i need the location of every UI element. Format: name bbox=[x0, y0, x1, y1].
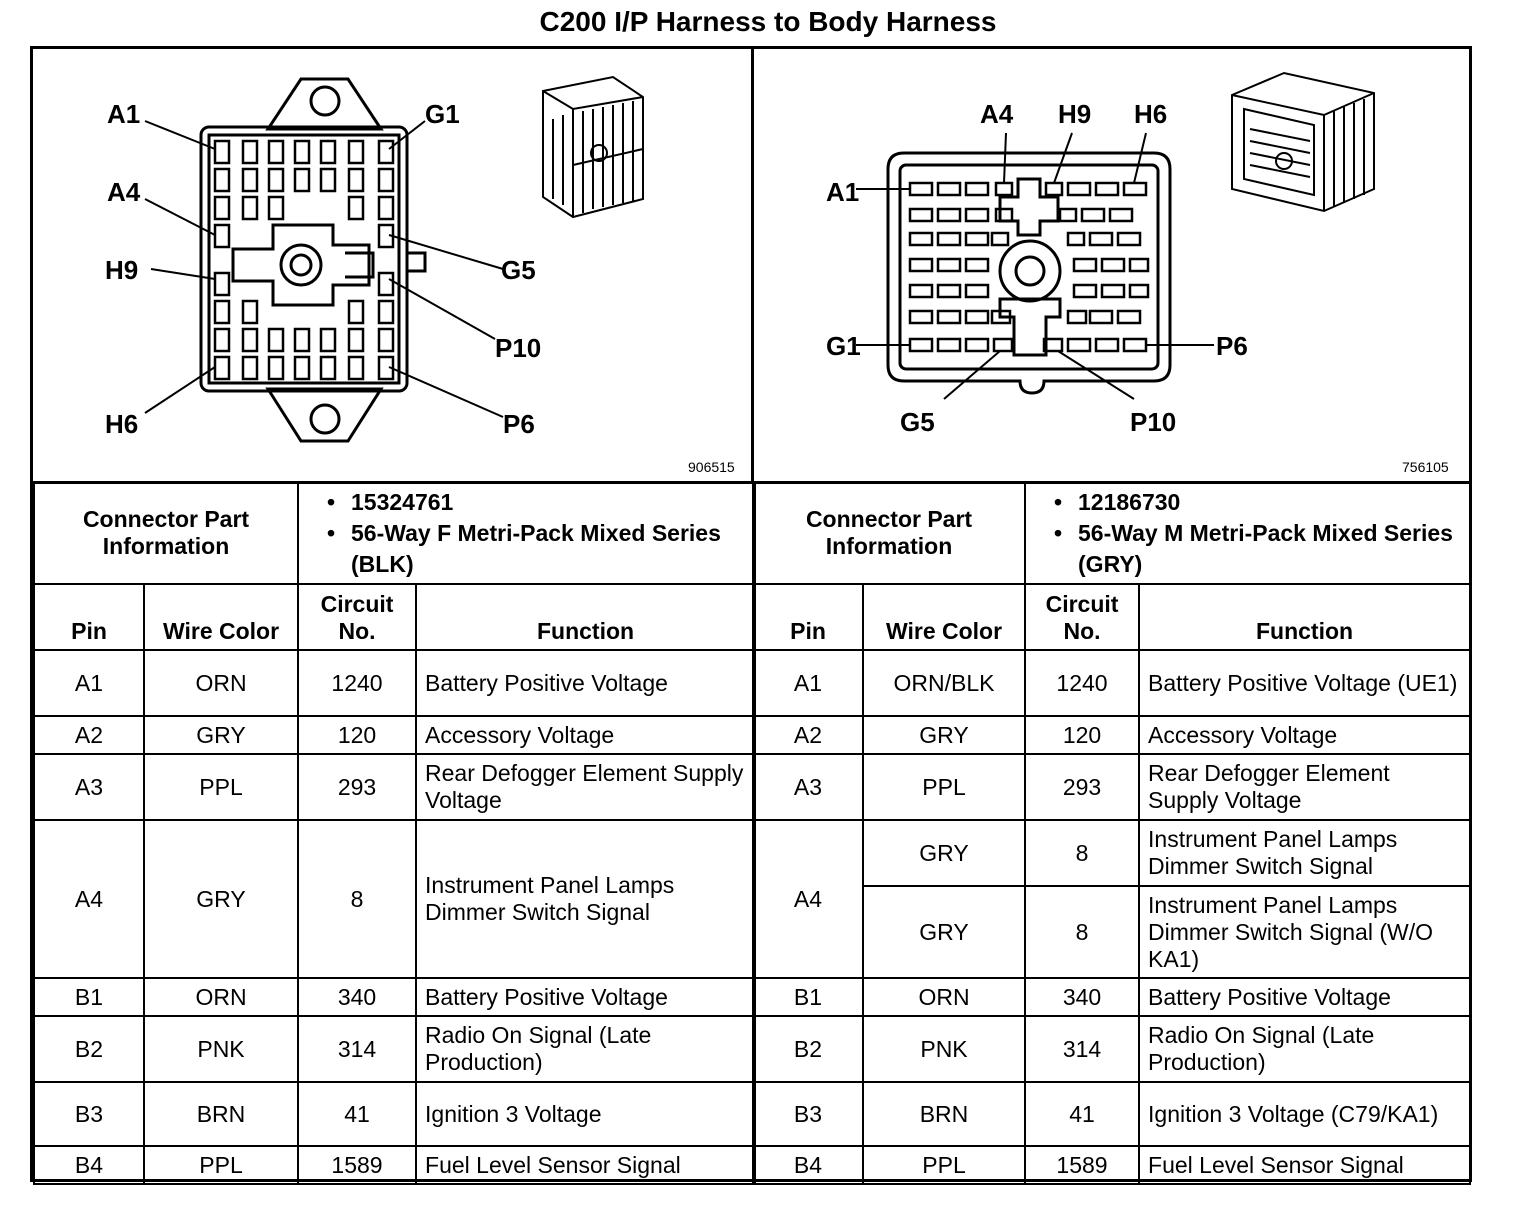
pin-label-a4: A4 bbox=[107, 177, 141, 207]
pin-cell: B2 bbox=[753, 1016, 863, 1082]
circuit-cell: 120 bbox=[298, 716, 416, 754]
pin-cell: A3 bbox=[753, 754, 863, 820]
table-header-row bbox=[34, 584, 755, 650]
circuit-cell: 293 bbox=[298, 754, 416, 820]
pin-cell: A2 bbox=[753, 716, 863, 754]
connector-frame bbox=[30, 46, 1472, 1182]
header-circuit: Circuit No. bbox=[298, 584, 416, 650]
pin-label-p6: P6 bbox=[503, 409, 535, 439]
function-cell: Battery Positive Voltage (UE1) bbox=[1139, 650, 1470, 716]
table-row bbox=[34, 1146, 755, 1184]
table-row bbox=[34, 650, 755, 716]
wire-color-cell: PPL bbox=[863, 754, 1025, 820]
pin-cell: A4 bbox=[753, 820, 863, 978]
table-row bbox=[753, 754, 1470, 820]
pin-cell: A3 bbox=[34, 754, 144, 820]
connector-type: • 56-Way M Metri-Pack Mixed Series (GRY) bbox=[1056, 518, 1461, 580]
pin-label-p6: P6 bbox=[1216, 331, 1248, 361]
pin-cell: A1 bbox=[34, 650, 144, 716]
function-cell: Accessory Voltage bbox=[1139, 716, 1470, 754]
wire-color-cell: PNK bbox=[144, 1016, 298, 1082]
function-cell: Instrument Panel Lamps Dimmer Switch Signal bbox=[1139, 820, 1470, 886]
header-pin: Pin bbox=[34, 584, 144, 650]
table-row bbox=[34, 1016, 755, 1082]
table-row bbox=[34, 754, 755, 820]
pin-label-p10: P10 bbox=[495, 333, 542, 363]
circuit-cell: 1589 bbox=[298, 1146, 416, 1184]
circuit-cell: 340 bbox=[1025, 978, 1139, 1016]
circuit-cell: 293 bbox=[1025, 754, 1139, 820]
function-cell: Battery Positive Voltage bbox=[1139, 978, 1470, 1016]
pin-label-a4: A4 bbox=[980, 99, 1014, 129]
header-pin: Pin bbox=[753, 584, 863, 650]
circuit-cell: 1240 bbox=[298, 650, 416, 716]
table-header-row bbox=[753, 584, 1470, 650]
table-row bbox=[753, 1082, 1470, 1146]
connector-info-label: Connector Part Information bbox=[34, 482, 298, 584]
wire-color-cell: ORN bbox=[144, 650, 298, 716]
wire-color-cell: ORN bbox=[863, 978, 1025, 1016]
circuit-cell: 340 bbox=[298, 978, 416, 1016]
pin-cell: A2 bbox=[34, 716, 144, 754]
pin-label-p10: P10 bbox=[1130, 407, 1177, 437]
wire-color-cell: GRY bbox=[144, 820, 298, 978]
left-figure-number: 906515 bbox=[688, 459, 735, 475]
right-pinout-table bbox=[752, 481, 1471, 1185]
function-cell: Battery Positive Voltage bbox=[416, 650, 755, 716]
function-cell: Fuel Level Sensor Signal bbox=[1139, 1146, 1470, 1184]
page-title: C200 I/P Harness to Body Harness bbox=[539, 6, 997, 37]
table-row bbox=[753, 716, 1470, 754]
wire-color-cell: PPL bbox=[863, 1146, 1025, 1184]
function-cell: Radio On Signal (Late Production) bbox=[416, 1016, 755, 1082]
part-number: • 12186730 bbox=[1056, 487, 1461, 518]
table-row bbox=[34, 820, 755, 978]
circuit-cell: 314 bbox=[1025, 1016, 1139, 1082]
table-row bbox=[753, 820, 1470, 886]
circuit-cell: 8 bbox=[1025, 886, 1139, 978]
wire-color-cell: GRY bbox=[863, 886, 1025, 978]
pin-label-h9: H9 bbox=[105, 255, 139, 285]
header-wire-color: Wire Color bbox=[863, 584, 1025, 650]
circuit-cell: 41 bbox=[298, 1082, 416, 1146]
wire-color-cell: BRN bbox=[144, 1082, 298, 1146]
function-cell: Accessory Voltage bbox=[416, 716, 755, 754]
circuit-cell: 8 bbox=[1025, 820, 1139, 886]
function-cell: Radio On Signal (Late Production) bbox=[1139, 1016, 1470, 1082]
pin-label-h9: H9 bbox=[1058, 99, 1092, 129]
header-wire-color: Wire Color bbox=[144, 584, 298, 650]
pin-label-a1: A1 bbox=[826, 177, 860, 207]
function-cell: Rear Defogger Element Supply Voltage bbox=[416, 754, 755, 820]
wire-color-cell: GRY bbox=[144, 716, 298, 754]
connector-info-row bbox=[34, 482, 755, 584]
right-figure-number: 756105 bbox=[1402, 459, 1449, 475]
male-connector-drawing bbox=[754, 49, 1469, 481]
wire-color-cell: PPL bbox=[144, 1146, 298, 1184]
wire-color-cell: BRN bbox=[863, 1082, 1025, 1146]
header-circuit: Circuit No. bbox=[1025, 584, 1139, 650]
wire-color-cell: GRY bbox=[863, 716, 1025, 754]
pin-label-h6: H6 bbox=[1134, 99, 1168, 129]
pin-cell: B4 bbox=[753, 1146, 863, 1184]
pin-label-g5: G5 bbox=[501, 255, 536, 285]
function-cell: Instrument Panel Lamps Dimmer Switch Signal bbox=[416, 820, 755, 978]
wire-color-cell: ORN bbox=[144, 978, 298, 1016]
pin-label-g1: G1 bbox=[826, 331, 861, 361]
connector-type: • 56-Way F Metri-Pack Mixed Series (BLK) bbox=[329, 518, 746, 580]
connector-info-row bbox=[753, 482, 1470, 584]
part-number: • 15324761 bbox=[329, 487, 746, 518]
function-cell: Ignition 3 Voltage bbox=[416, 1082, 755, 1146]
pin-cell: B3 bbox=[34, 1082, 144, 1146]
header-function: Function bbox=[1139, 584, 1470, 650]
function-cell: Instrument Panel Lamps Dimmer Switch Signal (W/O KA1) bbox=[1139, 886, 1470, 978]
table-row bbox=[34, 1082, 755, 1146]
connector-info-label: Connector Part Information bbox=[753, 482, 1025, 584]
table-row bbox=[753, 1146, 1470, 1184]
diagram-row bbox=[33, 49, 1469, 484]
pin-label-g1: G1 bbox=[425, 99, 460, 129]
wire-color-cell: ORN/BLK bbox=[863, 650, 1025, 716]
pin-cell: B1 bbox=[34, 978, 144, 1016]
left-pinout-table bbox=[33, 481, 756, 1185]
female-connector-drawing bbox=[33, 49, 751, 481]
circuit-cell: 1240 bbox=[1025, 650, 1139, 716]
pin-label-h6: H6 bbox=[105, 409, 139, 439]
connector-info-list bbox=[1025, 482, 1470, 584]
function-cell: Battery Positive Voltage bbox=[416, 978, 755, 1016]
right-connector-diagram bbox=[754, 49, 1469, 481]
circuit-cell: 314 bbox=[298, 1016, 416, 1082]
function-cell: Ignition 3 Voltage (C79/KA1) bbox=[1139, 1082, 1470, 1146]
wire-color-cell: PPL bbox=[144, 754, 298, 820]
pin-label-g5: G5 bbox=[900, 407, 935, 437]
wire-color-cell: GRY bbox=[863, 820, 1025, 886]
circuit-cell: 1589 bbox=[1025, 1146, 1139, 1184]
table-row bbox=[753, 978, 1470, 1016]
header-function: Function bbox=[416, 584, 755, 650]
pin-cell: A4 bbox=[34, 820, 144, 978]
pin-cell: B2 bbox=[34, 1016, 144, 1082]
function-cell: Fuel Level Sensor Signal bbox=[416, 1146, 755, 1184]
pin-cell: B1 bbox=[753, 978, 863, 1016]
table-row bbox=[34, 716, 755, 754]
pin-cell: B4 bbox=[34, 1146, 144, 1184]
table-row bbox=[34, 978, 755, 1016]
connector-info-list bbox=[298, 482, 755, 584]
pin-label-a1: A1 bbox=[107, 99, 141, 129]
circuit-cell: 41 bbox=[1025, 1082, 1139, 1146]
pin-cell: B3 bbox=[753, 1082, 863, 1146]
function-cell: Rear Defogger Element Supply Voltage bbox=[1139, 754, 1470, 820]
table-row bbox=[753, 650, 1470, 716]
circuit-cell: 120 bbox=[1025, 716, 1139, 754]
left-connector-diagram bbox=[33, 49, 754, 481]
circuit-cell: 8 bbox=[298, 820, 416, 978]
pin-cell: A1 bbox=[753, 650, 863, 716]
wire-color-cell: PNK bbox=[863, 1016, 1025, 1082]
table-row bbox=[753, 1016, 1470, 1082]
